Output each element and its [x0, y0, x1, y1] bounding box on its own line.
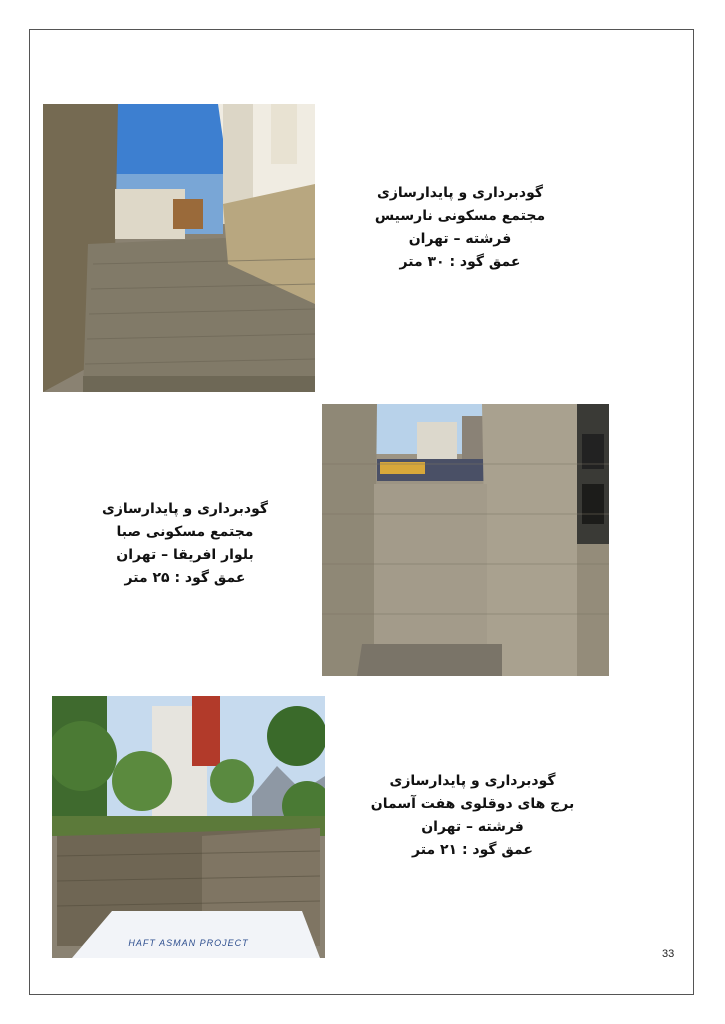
- caption-line: گودبرداری و پایدارسازی: [389, 773, 556, 789]
- project-caption-1: [330, 182, 590, 274]
- caption-line: فرشته – تهران: [408, 231, 512, 247]
- project-caption-2: [60, 498, 310, 590]
- project-photo-1: [43, 104, 315, 392]
- caption-line: عمق گود : ۲۵ متر: [124, 570, 246, 586]
- project-photo-2: [322, 404, 609, 676]
- caption-line: گودبرداری و پایدارسازی: [376, 185, 544, 201]
- caption-line: بلوار افریقا – تهران: [116, 547, 254, 563]
- caption-line: برج های دوقلوی هفت آسمان: [370, 796, 575, 812]
- caption-line: عمق گود : ۲۱ متر: [412, 842, 533, 858]
- project-photo-3: [52, 696, 325, 958]
- caption-line: فرشته – تهران: [421, 819, 524, 835]
- caption-line: مجتمع مسکونی صبا: [116, 524, 254, 540]
- page-number: 33: [662, 948, 675, 960]
- photo-watermark: HAFT ASMAN PROJECT: [128, 938, 249, 948]
- project-caption-3: [345, 770, 600, 862]
- caption-line: گودبرداری و پایدارسازی: [101, 501, 269, 517]
- caption-line: عمق گود : ۳۰ متر: [399, 254, 521, 270]
- caption-line: مجتمع مسکونی نارسیس: [374, 208, 546, 224]
